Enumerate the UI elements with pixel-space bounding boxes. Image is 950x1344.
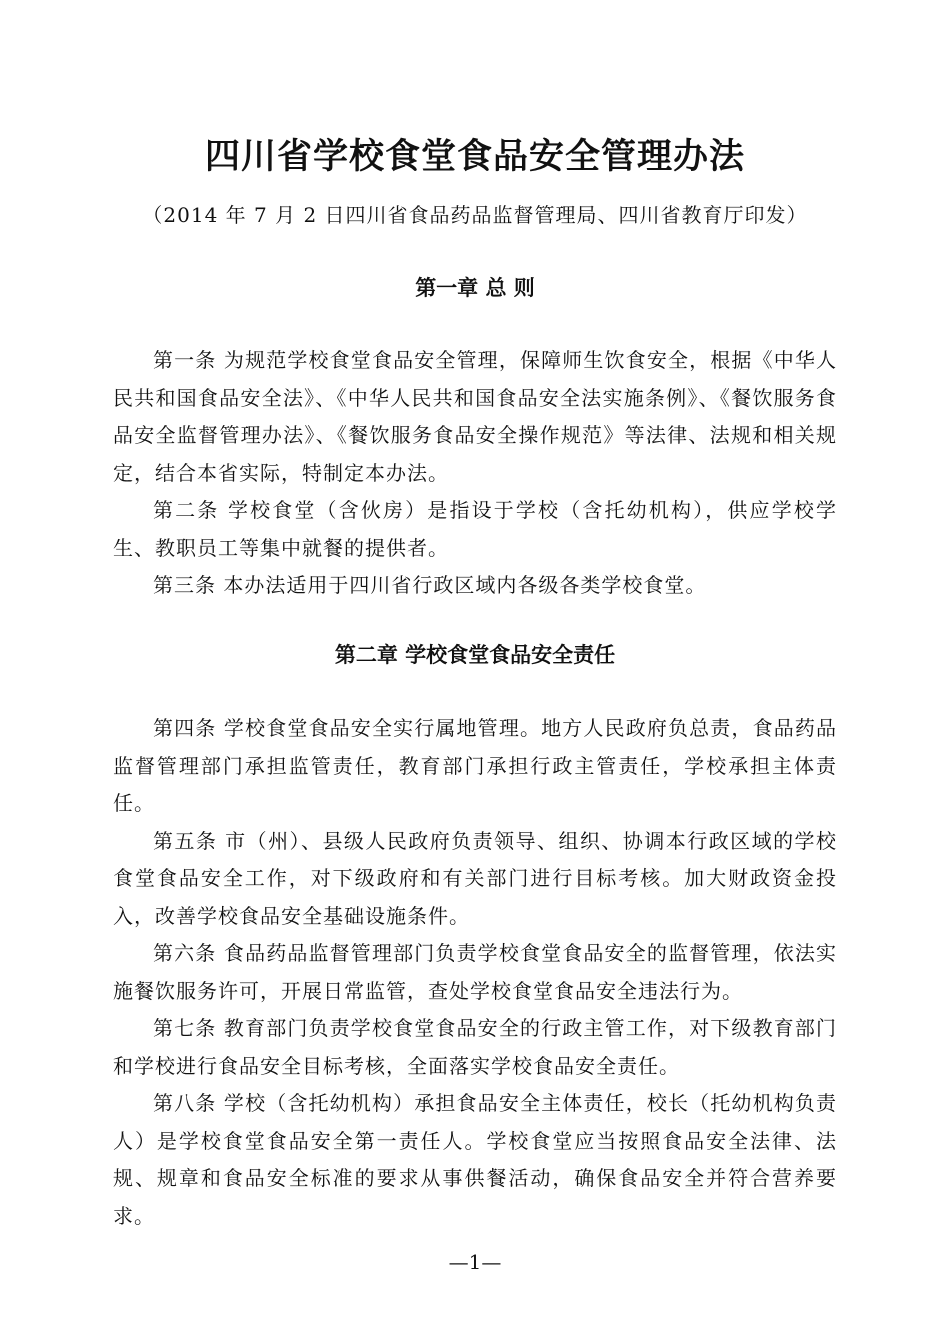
article-paragraph: 第七条 教育部门负责学校食堂食品安全的行政主管工作，对下级教育部门和学校进行食品安全目标考核，全面落实学校食品安全责任。: [113, 1016, 837, 1078]
article-paragraph: 第四条 学校食堂食品安全实行属地管理。地方人民政府负总责，食品药品监督管理部门承担监管责任，教育部门承担行政主管责任，学校承担主体责任。: [113, 716, 837, 815]
page-number: —1—: [448, 1250, 502, 1274]
chapter-body: [113, 710, 837, 1235]
article-paragraph: 第三条 本办法适用于四川省行政区域内各级各类学校食堂。: [153, 573, 707, 597]
chapter-heading: 第二章 学校食堂食品安全责任: [334, 643, 616, 667]
chapter-heading: 第一章 总 则: [415, 276, 535, 300]
chapter-body: [113, 342, 837, 605]
document-title: 四川省学校食堂食品安全管理办法: [204, 136, 745, 177]
article-paragraph: 第二条 学校食堂（含伙房）是指设于学校（含托幼机构），供应学校学生、教职员工等集中就餐的提供者。: [113, 498, 837, 560]
article-paragraph: 第五条 市（州）、县级人民政府负责领导、组织、协调本行政区域的学校食堂食品安全工作，对下级政府和有关部门进行目标考核。加大财政资金投入，改善学校食品安全基础设施条件。: [113, 828, 837, 928]
article-paragraph: 第六条 食品药品监督管理部门负责学校食堂食品安全的监督管理，依法实施餐饮服务许可，开展日常监管，查处学校食堂食品安全违法行为。: [113, 941, 837, 1003]
article-paragraph: 第八条 学校（含托幼机构）承担食品安全主体责任，校长（托幼机构负责人）是学校食堂食品安全第一责任人。学校食堂应当按照食品安全法律、法规、规章和食品安全标准的要求从事供餐活动，确保食品安全并符合营养要求。: [113, 1091, 837, 1228]
article-paragraph: 第一条 为规范学校食堂食品安全管理，保障师生饮食安全，根据《中华人民共和国食品安全法》、《中华人民共和国食品安全法实施条例》、《餐饮服务食品安全监督管理办法》、《餐饮服务食品安全操作规范》等法律、法规和相关规定，结合本省实际，特制定本办法。: [113, 348, 837, 485]
document-subtitle: （2014 年 7 月 2 日四川省食品药品监督管理局、四川省教育厅印发）: [142, 203, 808, 227]
